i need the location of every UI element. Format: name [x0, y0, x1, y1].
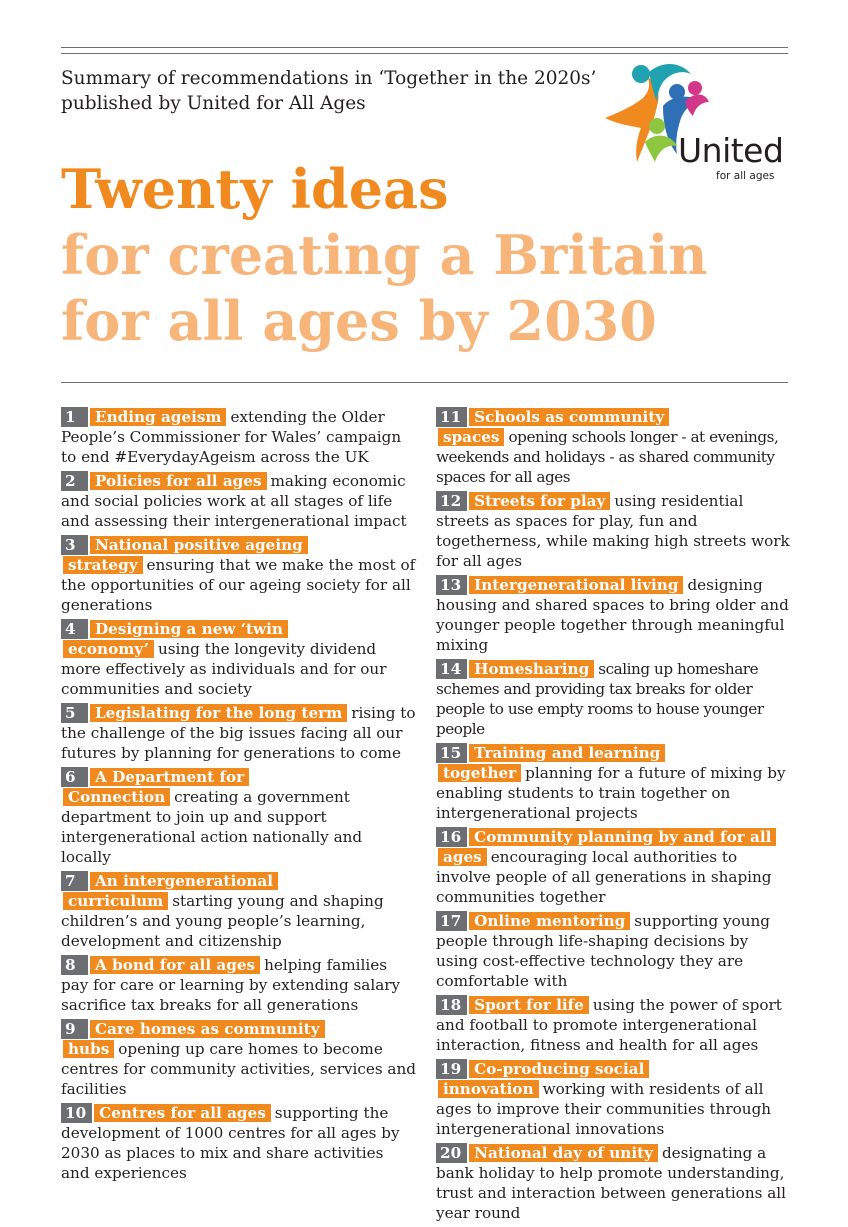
idea-heading: Centres for all ages	[94, 1104, 271, 1122]
idea-heading: Streets for play	[469, 492, 610, 510]
idea-number: 15	[436, 743, 467, 763]
idea-item	[61, 471, 416, 531]
idea-number: 6	[61, 767, 88, 787]
idea-number: 13	[436, 575, 467, 595]
idea-heading: Ending ageism	[90, 408, 226, 426]
idea-item	[436, 911, 791, 991]
idea-number: 20	[436, 1143, 467, 1163]
ideas-column-right	[436, 407, 791, 1227]
idea-item	[436, 995, 791, 1055]
title-line-1: Twenty ideas	[61, 157, 449, 221]
idea-item	[61, 703, 416, 763]
divider-rule	[61, 382, 788, 383]
idea-number: 10	[61, 1103, 92, 1123]
idea-number: 18	[436, 995, 467, 1015]
idea-text: ensuring that we make the most of the opportunities of our ageing society for all generations	[61, 556, 416, 614]
idea-text: rising to the challenge of the big issues facing all our futures by planning for generations to come	[61, 704, 416, 762]
idea-item	[61, 535, 416, 615]
idea-item	[61, 871, 416, 951]
idea-heading: Legislating for the long term	[90, 704, 347, 722]
idea-item	[436, 407, 791, 487]
idea-number: 1	[61, 407, 88, 427]
page-title	[61, 156, 801, 354]
idea-number: 14	[436, 659, 467, 679]
idea-item	[436, 827, 791, 907]
idea-heading: Care homes as community hubs	[63, 1020, 325, 1058]
idea-number: 7	[61, 871, 88, 891]
idea-item	[436, 1143, 791, 1223]
idea-text: using the longevity dividend more effectively as individuals and for our communities and society	[61, 640, 387, 698]
idea-number: 5	[61, 703, 88, 723]
idea-number: 9	[61, 1019, 88, 1039]
idea-number: 3	[61, 535, 88, 555]
idea-heading: Policies for all ages	[90, 472, 267, 490]
idea-number: 2	[61, 471, 88, 491]
idea-item	[436, 1059, 791, 1139]
idea-heading: Co-producing social innovation	[438, 1060, 649, 1098]
idea-text: using residential streets as spaces for play, fun and togetherness, while making high streets work for all ages	[436, 492, 790, 570]
idea-item	[61, 407, 416, 467]
idea-text: making economic and social policies work at all stages of life and assessing their intergenerational impact	[61, 472, 407, 530]
logo-tagline: for all ages	[716, 170, 775, 182]
idea-heading: Community planning by and for all ages	[438, 828, 776, 866]
idea-text: scaling up homeshare schemes and providing tax breaks for older people to use empty rooms to house younger people	[436, 660, 764, 738]
idea-number: 17	[436, 911, 467, 931]
idea-heading: Designing a new ‘twin economy’	[63, 620, 288, 658]
idea-number: 11	[436, 407, 467, 427]
idea-heading: A Department for Connection	[63, 768, 249, 806]
idea-text: creating a government department to join up and support intergenerational action nationally and locally	[61, 788, 363, 866]
idea-number: 4	[61, 619, 88, 639]
top-double-rule	[61, 47, 788, 54]
idea-item	[436, 659, 791, 739]
idea-text: supporting young people through life-shaping decisions by using cost-effective technology they are comfortable with	[436, 912, 771, 990]
idea-heading: National positive ageing strategy	[63, 536, 308, 574]
idea-text: extending the Older People’s Commissioner for Wales’ campaign to end #EverydayAgeism across the UK	[61, 408, 402, 466]
idea-number: 19	[436, 1059, 467, 1079]
idea-item	[61, 1019, 416, 1099]
idea-text: opening up care homes to become centres for community activities, services and facilities	[61, 1040, 416, 1098]
summary-text: Summary of recommendations in ‘Together in the 2020s’ published by United for All Ages	[61, 68, 597, 114]
idea-number: 12	[436, 491, 467, 511]
idea-number: 8	[61, 955, 88, 975]
idea-text: planning for a future of mixing by enabling students to train together on intergenerational projects	[436, 764, 786, 822]
title-line-3: for all ages by 2030	[61, 289, 657, 353]
logo-wordmark: United	[678, 131, 784, 170]
idea-item	[61, 619, 416, 699]
title-line-2: for creating a Britain	[61, 223, 708, 287]
idea-heading: Intergenerational living	[469, 576, 683, 594]
idea-number: 16	[436, 827, 467, 847]
idea-heading: Sport for life	[469, 996, 589, 1014]
idea-heading: Online mentoring	[469, 912, 630, 930]
idea-item	[61, 767, 416, 867]
idea-text: helping families pay for care or learning by extending salary sacrifice tax breaks for all generations	[61, 956, 401, 1014]
idea-heading: Homesharing	[469, 660, 594, 678]
idea-item	[436, 491, 791, 571]
idea-text: starting young and shaping children’s and young people’s learning, development and citizenship	[61, 892, 384, 950]
idea-text: opening schools longer - at evenings, weekends and holidays - as shared community spaces for all ages	[436, 428, 779, 486]
idea-text: using the power of sport and football to promote intergenerational interaction, fitness and health for all ages	[436, 996, 782, 1054]
idea-item	[61, 1103, 416, 1183]
idea-text: designing housing and shared spaces to bring older and younger people together through meaningful mixing	[436, 576, 789, 654]
idea-text: encouraging local authorities to involve people of all generations in shaping communities together	[436, 848, 772, 906]
ideas-column-left	[61, 407, 416, 1187]
idea-text: designating a bank holiday to help promote understanding, trust and interaction between generations all year round	[436, 1144, 786, 1222]
idea-item	[436, 743, 791, 823]
idea-text: supporting the development of 1000 centres for all ages by 2030 as places to mix and share activities and experiences	[61, 1104, 400, 1182]
idea-heading: National day of unity	[469, 1144, 658, 1162]
idea-item	[61, 955, 416, 1015]
idea-heading: An intergenerational curriculum	[63, 872, 278, 910]
idea-text: working with residents of all ages to improve their communities through intergenerational innovations	[436, 1080, 772, 1138]
idea-heading: Schools as community spaces	[438, 408, 669, 446]
idea-heading: Training and learning together	[438, 744, 665, 782]
idea-heading: A bond for all ages	[90, 956, 260, 974]
idea-item	[436, 575, 791, 655]
